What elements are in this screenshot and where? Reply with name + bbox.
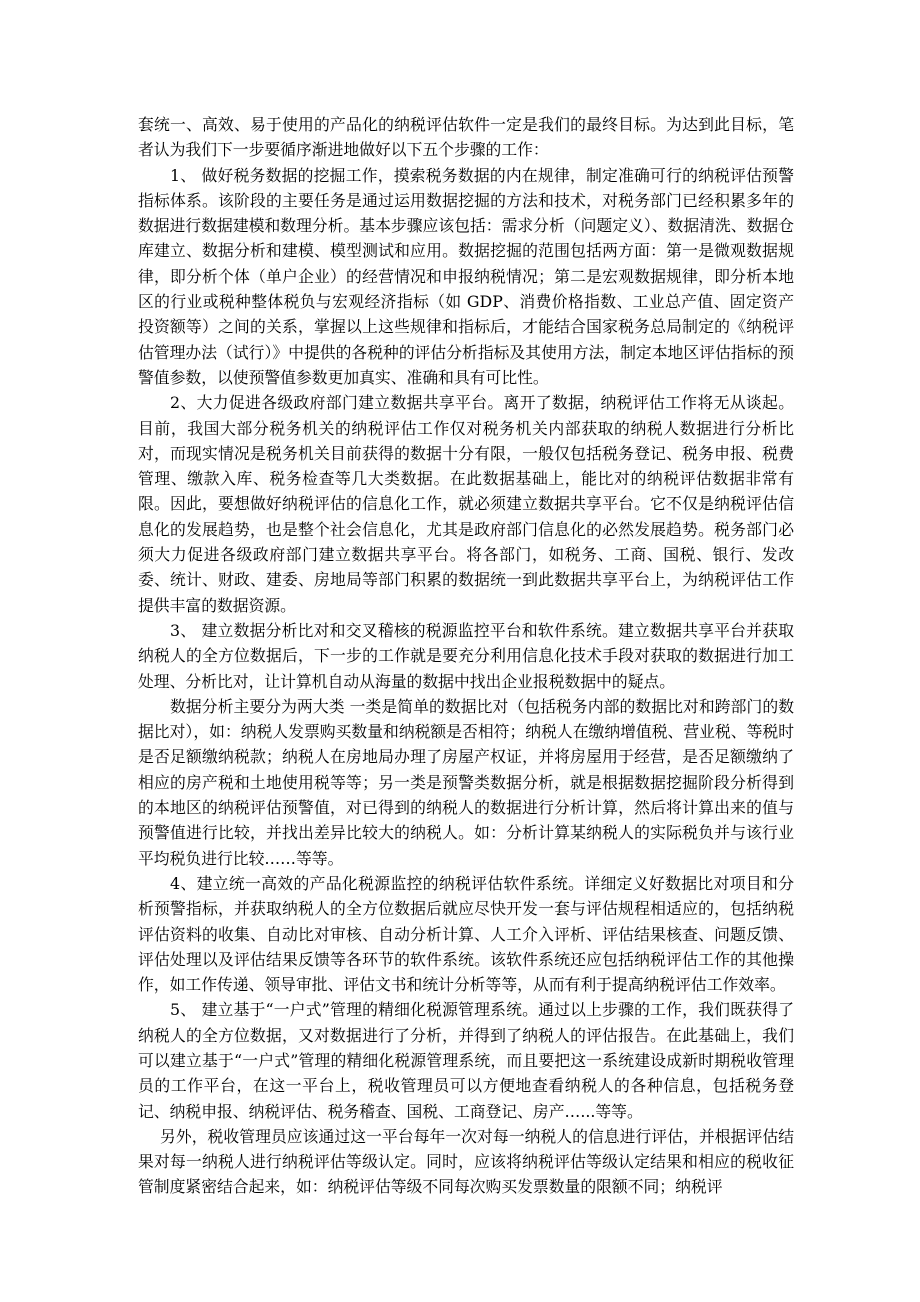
paragraph-step-4: 4、建立统一高效的产品化税源监控的纳税评估软件系统。详细定义好数据比对项目和分析预警指标，并获取纳税人的全方位数据后就应尽快开发一套与评估规程相适应的，包括纳税评估资料的收集、自动比对审核、自动分析计算、人工介入评析、评估结果核查、问题反馈、评估处理以及评估结果反馈等各环节的软件系统。该软件系统还应包括纳税评估工作的其他操作，如工作传递、领导审批、评估文书和统计分析等等，从而有利于提高纳税评估工作效率。 [138,873,794,995]
paragraph-additional: 另外，税收管理员应该通过这一平台每年一次对每一纳税人的信息进行评估，并根据评估结果对每一纳税人进行纳税评估等级认定。同时，应该将纳税评估等级认定结果和相应的税收征管制度紧密结合起来，如：纳税评估等级不同每次购买发票数量的限额不同；纳税评 [138,1126,794,1197]
document-body [138,112,794,1200]
paragraph-step-2: 2、大力促进各级政府部门建立数据共享平台。离开了数据，纳税评估工作将无从谈起。目前，我国大部分税务机关的纳税评估工作仅对税务机关内部获取的纳税人数据进行分析比对，而现实情况是税务机关目前获得的数据十分有限，一般仅包括税务登记、税务申报、税费管理、缴款入库、税务检查等几大类数据。在此数据基础上，能比对的纳税评估数据非常有限。因此，要想做好纳税评估的信息化工作，就必须建立数据共享平台。它不仅是纳税评估信息化的发展趋势，也是整个社会信息化，尤其是政府部门信息化的必然发展趋势。税务部门必须大力促进各级政府部门建立数据共享平台。将各部门，如税务、工商、国税、银行、发改委、统计、财政、建委、房地局等部门积累的数据统一到此数据共享平台上，为纳税评估工作提供丰富的数据资源。 [138,393,794,615]
paragraph-step-1: 1、 做好税务数据的挖掘工作，摸索税务数据的内在规律，制定准确可行的纳税评估预警指标体系。该阶段的主要任务是通过运用数据挖掘的方法和技术，对税务部门已经积累多年的数据进行数据建模和数理分析。基本步骤应该包括：需求分析（问题定义）、数据清洗、数据仓库建立、数据分析和建模、模型测试和应用。数据挖掘的范围包括两方面：第一是微观数据规律，即分析个体（单户企业）的经营情况和申报纳税情况；第二是宏观数据规律，即分析本地区的行业或税种整体税负与宏观经济指标（如 GDP、消费价格指数、工业总产值、固定资产投资额等）之间的关系，掌握以上这些规律和指标后，才能结合国家税务总局制定的《纳税评估管理办法（试行）》中提供的各税种的评估分析指标及其使用方法，制定本地区评估指标的预警值参数，以使预警值参数更加真实、准确和具有可比性。 [138,165,794,387]
paragraph-step-5: 5、 建立基于“一户式”管理的精细化税源管理系统。通过以上步骤的工作，我们既获得了纳税人的全方位数据，又对数据进行了分析，并得到了纳税人的评估报告。在此基础上，我们可以建立基于“一户式”管理的精细化税源管理系统，而且要把这一系统建设成新时期税收管理员的工作平台，在这一平台上，税收管理员可以方便地查看纳税人的各种信息，包括税务登记、纳税申报、纳税评估、税务稽查、国税、工商登记、房产…...等等。 [138,1000,794,1121]
paragraph-data-analysis: 数据分析主要分为两大类 一类是简单的数据比对（包括税务内部的数据比对和跨部门的数据比对），如：纳税人发票购买数量和纳税额是否相符；纳税人在缴纳增值税、营业税、等税时是否足额缴纳税款；纳税人在房地局办理了房屋产权证，并将房屋用于经营，是否足额缴纳了相应的房产税和土地使用税等等；另一类是预警类数据分析，就是根据数据挖掘阶段分析得到的本地区的纳税评估预警值，对已得到的纳税人的数据进行分析计算，然后将计算出来的值与预警值进行比较，并找出差异比较大的纳税人。如：分析计算某纳税人的实际税负并与该行业平均税负进行比较……等等。 [138,696,794,868]
paragraph-intro: 套统一、高效、易于使用的产品化的纳税评估软件一定是我们的最终目标。为达到此目标，笔者认为我们下一步要循序渐进地做好以下五个步骤的工作： [138,115,794,160]
paragraph-step-3: 3、 建立数据分析比对和交叉稽核的税源监控平台和软件系统。建立数据共享平台并获取纳税人的全方位数据后，下一步的工作就是要充分利用信息化技术手段对获取的数据进行加工处理、分析比对，让计算机自动从海量的数据中找出企业报税数据中的疑点。 [138,620,794,691]
